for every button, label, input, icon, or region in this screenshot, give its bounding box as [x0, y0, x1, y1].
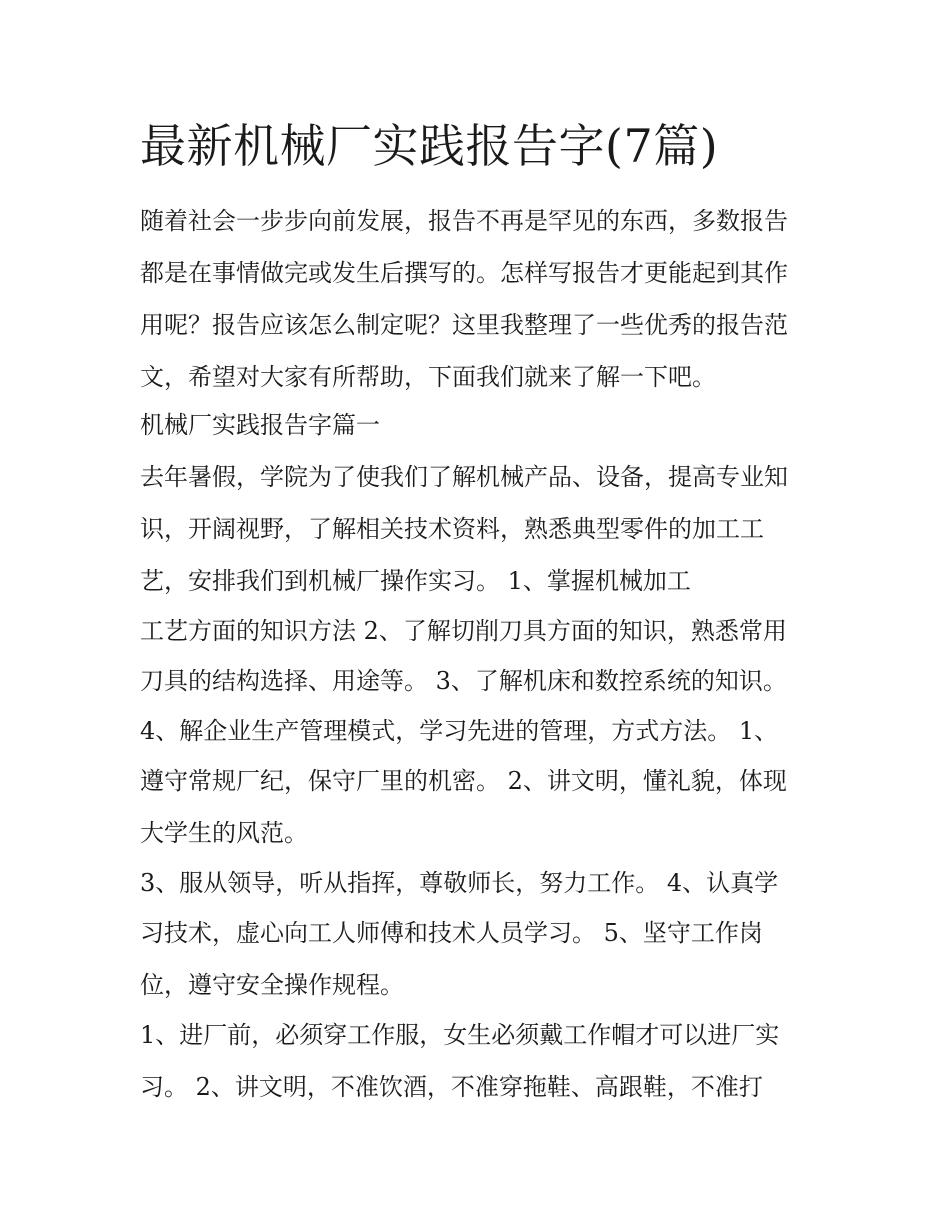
body-line: 刀具的结构选择、用途等。 3、了解机床和数控系统的知识。 — [140, 667, 787, 695]
body-line: 去年暑假，学院为了使我们了解机械产品、设备，提高专业知 — [140, 463, 788, 491]
section-heading: 机械厂实践报告字篇一 — [140, 411, 380, 439]
body-line: 4、解企业生产管理模式，学习先进的管理，方式方法。 1、 — [140, 717, 779, 745]
body-line: 大学生的风范。 — [140, 819, 308, 847]
body-line: 位，遵守安全操作规程。 — [140, 971, 404, 999]
body-line: 艺，安排我们到机械厂操作实习。 1、掌握机械加工 — [140, 567, 691, 595]
body-line: 遵守常规厂纪，保守厂里的机密。 2、讲文明，懂礼貌，体现 — [140, 767, 787, 795]
body-line: 随着社会一步步向前发展，报告不再是罕见的东西，多数报告 — [140, 207, 788, 235]
body-line: 习。 2、讲文明，不准饮酒，不准穿拖鞋、高跟鞋，不准打 — [140, 1073, 763, 1101]
body-line: 用呢？报告应该怎么制定呢？这里我整理了一些优秀的报告范 — [140, 311, 788, 339]
body-line: 习技术，虚心向工人师傅和技术人员学习。 5、坚守工作岗 — [140, 919, 763, 947]
document-title: 最新机械厂实践报告字(7篇) — [140, 119, 719, 173]
body-line: 3、服从领导，听从指挥，尊敬师长，努力工作。 4、认真学 — [140, 869, 779, 897]
body-line: 1、进厂前，必须穿工作服，女生必须戴工作帽才可以进厂实 — [140, 1021, 780, 1049]
body-line: 都是在事情做完或发生后撰写的。怎样写报告才更能起到其作 — [140, 259, 788, 287]
body-line: 文，希望对大家有所帮助，下面我们就来了解一下吧。 — [140, 363, 716, 391]
body-line: 识，开阔视野，了解相关技术资料，熟悉典型零件的加工工 — [140, 515, 764, 543]
body-line: 工艺方面的知识方法 2、了解切削刀具方面的知识，熟悉常用 — [140, 617, 787, 645]
